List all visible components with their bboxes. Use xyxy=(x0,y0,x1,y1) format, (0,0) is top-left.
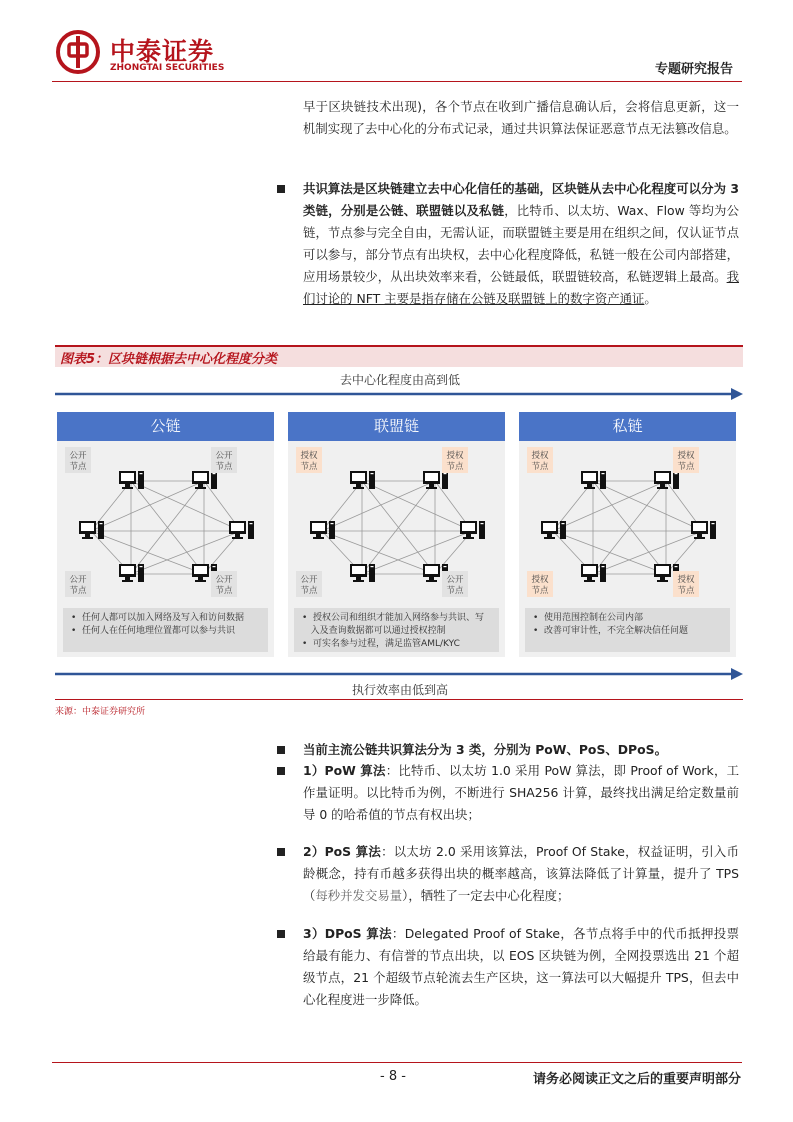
chain-panel-note: • 授权公司和组织才能加入网络参与共识、写 xyxy=(302,613,485,623)
computer-node-icon xyxy=(119,564,144,582)
dpos-paragraph xyxy=(303,923,739,1011)
node-label-text: 公开 xyxy=(300,575,318,585)
node-label-text: 节点 xyxy=(300,462,318,472)
dpos-title: 3）DPoS 算法 xyxy=(303,926,392,941)
bottom-arrow-icon xyxy=(55,667,743,681)
node-label-text: 节点 xyxy=(215,586,233,596)
company-name-en: ZHONGTAI SECURITIES xyxy=(110,63,225,73)
consensus-body: ，比特币、以太坊、Wax、Flow 等均为公链，节点参与完全自由，无需认证，而联盟链主要是用在组织之间，仅认证节点可以参与，部分节点有出块权，去中心化程度降低，私链一般在公司内部搭建，应用场景较少，从出块效率来看，公链最低，联盟链较高，私链逻辑上最高。 xyxy=(303,203,740,284)
node-label xyxy=(442,447,468,473)
node-label xyxy=(527,447,553,473)
chain-panel-note: • 改善可审计性，不完全解决信任问题 xyxy=(533,626,689,636)
node-label-text: 授权 xyxy=(677,451,695,461)
node-label-text: 公开 xyxy=(215,575,233,585)
network-links xyxy=(322,481,472,574)
node-label-text: 节点 xyxy=(300,586,318,596)
computer-node-icon xyxy=(691,521,716,539)
node-label-text: 授权 xyxy=(531,451,549,461)
bullet-marker xyxy=(277,848,285,856)
node-network-diagram xyxy=(519,441,736,611)
pow-title: 1）PoW 算法 xyxy=(303,763,386,778)
bullet-marker xyxy=(277,767,285,775)
computer-node-icon xyxy=(119,471,144,489)
chain-panel-note: • 使用范围控制在公司内部 xyxy=(533,613,644,623)
node-label-text: 授权 xyxy=(531,575,549,585)
node-label xyxy=(442,571,468,597)
node-label-text: 节点 xyxy=(69,462,87,472)
computer-node-icon xyxy=(350,471,375,489)
network-links xyxy=(553,481,703,574)
node-label xyxy=(296,571,322,597)
computer-node-icon xyxy=(581,471,606,489)
node-label xyxy=(296,447,322,473)
node-label-text: 公开 xyxy=(69,575,87,585)
chain-panel-title: 公链 xyxy=(57,412,274,441)
node-label-text: 授权 xyxy=(677,575,695,585)
computer-node-icon xyxy=(192,471,217,489)
dpos-text: ：Delegated Proof of Stake，各节点将手中的代币抵押投票给最有能力、有信誉的节点出块，以 EOS 区块链为例，全网投票选出 21 个超级节点，21 个超级节点轮流去生产区块，这一算法可以大幅提升 TPS，但去中心化程度进一步降低。 xyxy=(303,926,739,1007)
company-logo xyxy=(56,30,246,78)
pos-text-b: ），牺牲了一定去中心化程度； xyxy=(402,888,570,903)
chain-panel-note: • 可实名参与过程，满足监管AML/KYC xyxy=(302,639,460,649)
header-divider xyxy=(52,81,742,82)
computer-node-icon xyxy=(229,521,254,539)
bullet-marker xyxy=(277,185,285,193)
node-label xyxy=(211,447,237,473)
node-network-diagram xyxy=(288,441,505,611)
footer-disclaimer: 请务必阅读正文之后的重要声明部分 xyxy=(532,1072,741,1087)
node-network-diagram xyxy=(57,441,274,611)
top-arrow-icon xyxy=(55,387,743,401)
node-label-text: 公开 xyxy=(446,575,464,585)
top-arrow-label: 去中心化程度由高到低 xyxy=(339,373,460,387)
node-label-text: 公开 xyxy=(69,451,87,461)
node-label-text: 授权 xyxy=(300,451,318,461)
node-label-text: 节点 xyxy=(531,462,549,472)
bottom-arrow-label: 执行效率由低到高 xyxy=(351,683,448,697)
chain-panel xyxy=(519,412,736,657)
pow-text: ：比特币、以太坊 1.0 采用 PoW 算法，即 Proof of Work，工作量证明。以比特币为例，不断进行 SHA256 计算，最终找出满足给定数量前导 0 的哈希值的节点有权出块； xyxy=(303,763,739,822)
chain-panel xyxy=(288,412,505,657)
pos-note: 每秒并发交易量 xyxy=(315,888,403,903)
computer-node-icon xyxy=(460,521,485,539)
node-label-text: 节点 xyxy=(677,586,695,596)
intro-paragraph: 早于区块链技术出现)，各个节点在收到广播信息确认后，会将信息更新，这一机制实现了去中心化的分布式记录，通过共识算法保证恶意节点无法篡改信息。 xyxy=(303,99,739,136)
consensus-underlined: 我们讨论的 NFT 主要是指存储在公链及联盟链上的数字资产通证 xyxy=(303,269,739,306)
pos-title: 2）PoS 算法 xyxy=(303,844,382,859)
node-label-text: 节点 xyxy=(69,586,87,596)
computer-node-icon xyxy=(310,521,335,539)
consensus-bold-lead: 共识算法是区块链建立去中心化信任的基础，区块链从去中心化程度可以分为 3 类链，分别是公链、联盟链以及私链 xyxy=(303,181,739,218)
figure-source: 来源：中泰证券研究所 xyxy=(55,707,146,717)
footer-divider xyxy=(52,1062,742,1063)
chain-panel-title: 私链 xyxy=(519,412,736,441)
figure-bottom-divider xyxy=(55,699,743,700)
computer-node-icon xyxy=(79,521,104,539)
node-label xyxy=(527,571,553,597)
node-label xyxy=(673,447,699,473)
chain-panel-note: 入及查询数据都可以通过授权控制 xyxy=(310,626,446,636)
consensus-end: 。 xyxy=(644,291,657,306)
node-label-text: 授权 xyxy=(446,451,464,461)
chain-panel-note: • 任何人都可以加入网络及写入和访问数据 xyxy=(71,613,245,623)
node-label xyxy=(65,571,91,597)
computer-node-icon xyxy=(541,521,566,539)
node-label xyxy=(211,571,237,597)
node-label-text: 节点 xyxy=(677,462,695,472)
figure-title: 图表5：区块链根据去中心化程度分类 xyxy=(60,352,278,367)
computer-node-icon xyxy=(350,564,375,582)
node-label xyxy=(65,447,91,473)
algorithms-lead xyxy=(303,739,739,761)
chain-panel-note: • 任何人在任何地理位置都可以参与共识 xyxy=(71,626,236,636)
computer-node-icon xyxy=(654,471,679,489)
node-label-text: 公开 xyxy=(215,451,233,461)
pos-text-a: ：以太坊 2.0 采用该算法，Proof Of Stake，权益证明，引入币龄概念，持有币越多获得出块的概率越高，该算法降低了计算量，提升了 TPS（ xyxy=(303,844,739,903)
chain-panel xyxy=(57,412,274,657)
node-label-text: 节点 xyxy=(446,462,464,472)
consensus-paragraph xyxy=(303,178,739,310)
computer-node-icon xyxy=(423,471,448,489)
bullet-marker xyxy=(277,746,285,754)
zhongtai-logo-icon xyxy=(56,30,100,74)
chain-panel-title: 联盟链 xyxy=(288,412,505,441)
node-label-text: 节点 xyxy=(446,586,464,596)
pow-paragraph xyxy=(303,760,739,826)
network-links xyxy=(91,481,241,574)
chain-panel-notes xyxy=(525,608,730,652)
report-type: 专题研究报告 xyxy=(654,62,733,77)
page-number: - 8 - xyxy=(380,1069,406,1084)
bullet-marker xyxy=(277,930,285,938)
company-name-cn: 中泰证券 xyxy=(110,37,215,66)
computer-node-icon xyxy=(581,564,606,582)
chain-panel-notes xyxy=(63,608,268,652)
pos-paragraph xyxy=(303,841,739,907)
algorithms-lead-text: 当前主流公链共识算法分为 3 类，分别为 PoW、PoS、DPoS。 xyxy=(303,742,667,757)
chain-panel-notes xyxy=(294,608,499,652)
node-label-text: 节点 xyxy=(531,586,549,596)
node-label xyxy=(673,571,699,597)
node-label-text: 节点 xyxy=(215,462,233,472)
